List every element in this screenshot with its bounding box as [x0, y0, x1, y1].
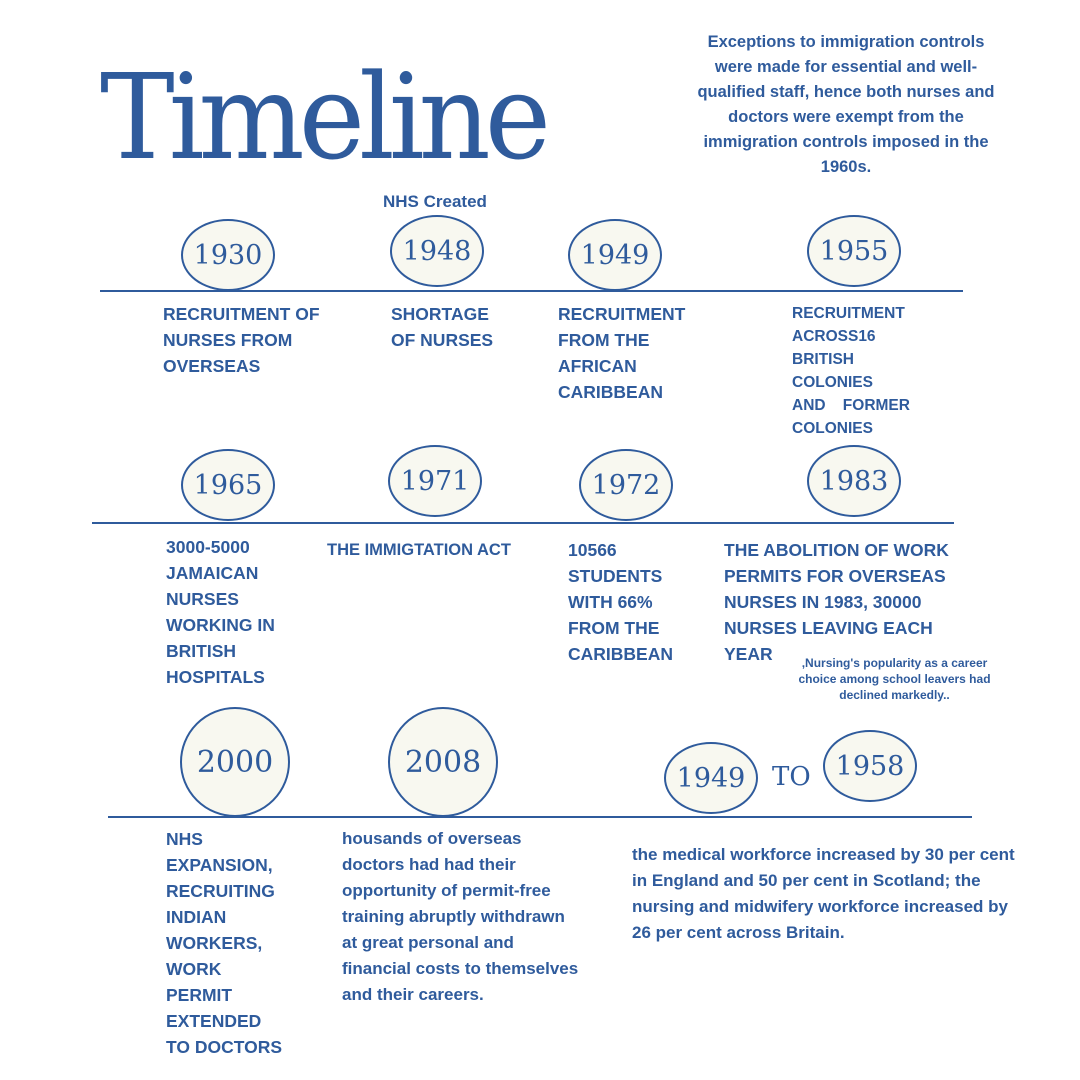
year-circle-1972: 1972 [579, 449, 673, 521]
timeline-line-2 [92, 522, 954, 524]
page-title: Timeline [100, 49, 546, 187]
event-label-1971: THE IMMIGTATION ACT [327, 541, 511, 559]
range-to-label: TO [772, 762, 811, 792]
intro-text: Exceptions to immigration controls were made for essential and well-qualified staff, hence both nurses and doctors were exempt from the immigration controls imposed in the 1960s. [697, 33, 995, 176]
year-circle-1971: 1971 [388, 445, 482, 517]
event-label-2008: housands of overseas doctors had had their opportunity of permit-free training abruptly withdrawn at great personal and financial costs to themselves and their careers. [342, 829, 579, 1004]
year-circle-2000: 2000 [180, 707, 290, 817]
event-label-1972: 10566 STUDENTS WITH 66% FROM THE CARIBBEAN [568, 540, 673, 664]
year-circle-1983: 1983 [807, 445, 901, 517]
year-circle-1930: 1930 [181, 219, 275, 291]
event-label-1965: 3000-5000 JAMAICAN NURSES WORKING IN BRITISH HOSPITALS [166, 537, 275, 687]
event-label-1983: THE ABOLITION OF WORK PERMITS FOR OVERSEAS NURSES IN 1983, 30000 NURSES LEAVING EACH YEAR [724, 540, 949, 664]
year-circle-1949-range-start: 1949 [664, 742, 758, 814]
year-circle-1965: 1965 [181, 449, 275, 521]
event-label-1930: RECRUITMENT OF NURSES FROM OVERSEAS [163, 304, 320, 376]
year-circle-2008: 2008 [388, 707, 498, 817]
event-label-1949-1958: the medical workforce increased by 30 per cent in England and 50 per cent in Scotland; the nursing and midwifery workforce increased by 26 per cent across Britain. [632, 845, 1015, 942]
event-label-2000: NHS EXPANSION, RECRUITING INDIAN WORKERS, WORK PERMIT EXTENDED TO DOCTORS [166, 829, 283, 1057]
event-label-1949: RECRUITMENT FROM THE AFRICAN CARIBBEAN [558, 304, 686, 402]
nursing-popularity-note: ,Nursing's popularity as a career choice among school leavers had declined markedly.. [798, 656, 991, 702]
nhs-created-label: NHS Created [383, 192, 487, 211]
event-label-1955: RECRUITMENT ACROSS16 BRITISH COLONIES AND FORMER COLONIES [792, 305, 910, 437]
year-circle-1955: 1955 [807, 215, 901, 287]
year-circle-1949: 1949 [568, 219, 662, 291]
year-circle-1958-range-end: 1958 [823, 730, 917, 802]
event-label-1948: SHORTAGE OF NURSES [391, 304, 494, 350]
year-circle-1948: 1948 [390, 215, 484, 287]
